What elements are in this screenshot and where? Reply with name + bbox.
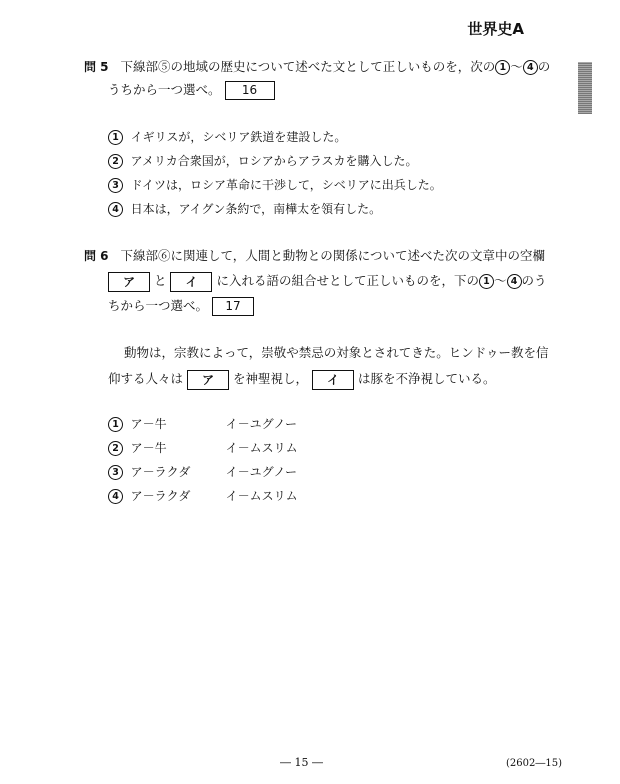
- q5-option: 4 日本は，アイグン条約で，南樺太を領有した。: [108, 199, 442, 223]
- q5-line1: 問 5 下線部⑤の地域の歴史について述べた文として正しいものを，次の 1 ～ 4 の: [84, 59, 551, 74]
- page-number: ― 15 ―: [280, 756, 323, 769]
- q6-option: 3 ア－ラクダ イ－ユグノー: [108, 462, 298, 486]
- blank-i-box: イ: [170, 272, 212, 292]
- range-end-marker: 4: [507, 274, 522, 289]
- q5-line2: うちから一つ選べ。 16: [108, 79, 275, 101]
- subject-title: 世界史A: [467, 20, 524, 38]
- passage-line2: 仰する人々は ア を神聖視し， イ は豚を不浄視している。: [108, 368, 495, 390]
- exam-code: (2602―15): [506, 758, 562, 769]
- q6-options: [108, 414, 298, 510]
- q5-option: 3 ドイツは，ロシア革命に干渉して，シベリアに出兵した。: [108, 175, 442, 199]
- q6-line3: ちから一つ選べ。 17: [108, 295, 254, 317]
- q6-answer-box: 17: [212, 297, 254, 316]
- q6-option: 4 ア－ラクダ イ－ムスリム: [108, 486, 298, 510]
- q6-label: 問 6: [84, 249, 109, 263]
- q6-option: 2 ア－牛 イ－ムスリム: [108, 438, 298, 462]
- q6-option: 1 ア－牛 イ－ユグノー: [108, 414, 298, 438]
- passage-line1: 動物は，宗教によって，崇敬や禁忌の対象とされてきた。ヒンドゥー教を信: [124, 345, 549, 360]
- q6-line2: ア と イ に入れる語の組合せとして正しいものを，下の 1 ～ 4 のう: [108, 270, 547, 292]
- page-edge-tab: [578, 62, 592, 114]
- q6-line1: 問 6 下線部⑥に関連して，人間と動物との関係について述べた次の文章中の空欄: [84, 248, 546, 263]
- q5-options: [108, 127, 442, 223]
- q5-label: 問 5: [84, 60, 109, 74]
- q5-option: 1 イギリスが，シベリア鉄道を建設した。: [108, 127, 442, 151]
- q5-option: 2 アメリカ合衆国が，ロシアからアラスカを購入した。: [108, 151, 442, 175]
- range-start-marker: 1: [495, 60, 510, 75]
- passage-blank-a: ア: [187, 370, 229, 390]
- range-end-marker: 4: [523, 60, 538, 75]
- q5-answer-box: 16: [225, 81, 275, 100]
- passage-blank-i: イ: [312, 370, 354, 390]
- blank-a-box: ア: [108, 272, 150, 292]
- range-start-marker: 1: [479, 274, 494, 289]
